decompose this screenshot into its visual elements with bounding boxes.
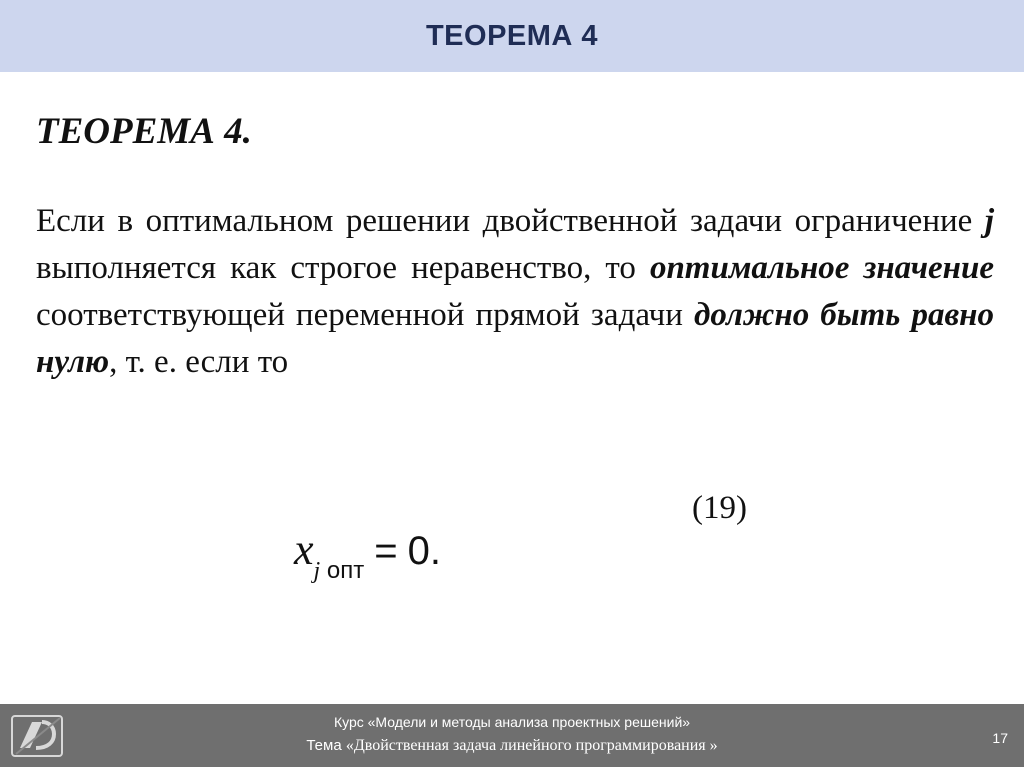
theorem-text-part: Если в оптимальном решении двойственной задачи ограничение [36, 203, 985, 239]
theorem-text-part: выполняется как строгое неравенство, то [36, 250, 650, 286]
formula-subscript-index: j [313, 558, 321, 584]
formula-variable: x [294, 525, 314, 574]
formula-value: 0. [407, 529, 441, 573]
theorem-statement [36, 198, 994, 386]
slide-title: ТЕОРЕМА 4 [425, 19, 599, 52]
slide-content [0, 72, 1024, 704]
theorem-heading: ТЕОРЕМА 4. [36, 111, 252, 152]
slide-footer [0, 704, 1024, 767]
constraint-index: j [984, 203, 994, 239]
slide-header [0, 0, 1024, 72]
emphasis-optimal-value: оптимальное значение [649, 250, 994, 286]
formula-subscript-text: опт [320, 557, 365, 584]
theorem-text-part: , т. е. если то [109, 344, 289, 380]
emphasis-equal-zero: должно быть равно нулю [36, 297, 995, 380]
theorem-text-part: соответствующей переменной прямой задачи [36, 297, 694, 333]
formula-subscript [314, 557, 365, 584]
equation-number: (19) [692, 490, 747, 526]
formula [294, 524, 441, 585]
topic-label: Тема [306, 737, 346, 754]
topic-line [0, 737, 1024, 755]
topic-title: «Двойственная задача линейного программирования » [345, 737, 718, 754]
formula-equals: = [374, 529, 398, 573]
page-number: 17 [992, 730, 1008, 746]
course-title: Курс «Модели и методы анализа проектных решений» [333, 714, 691, 730]
